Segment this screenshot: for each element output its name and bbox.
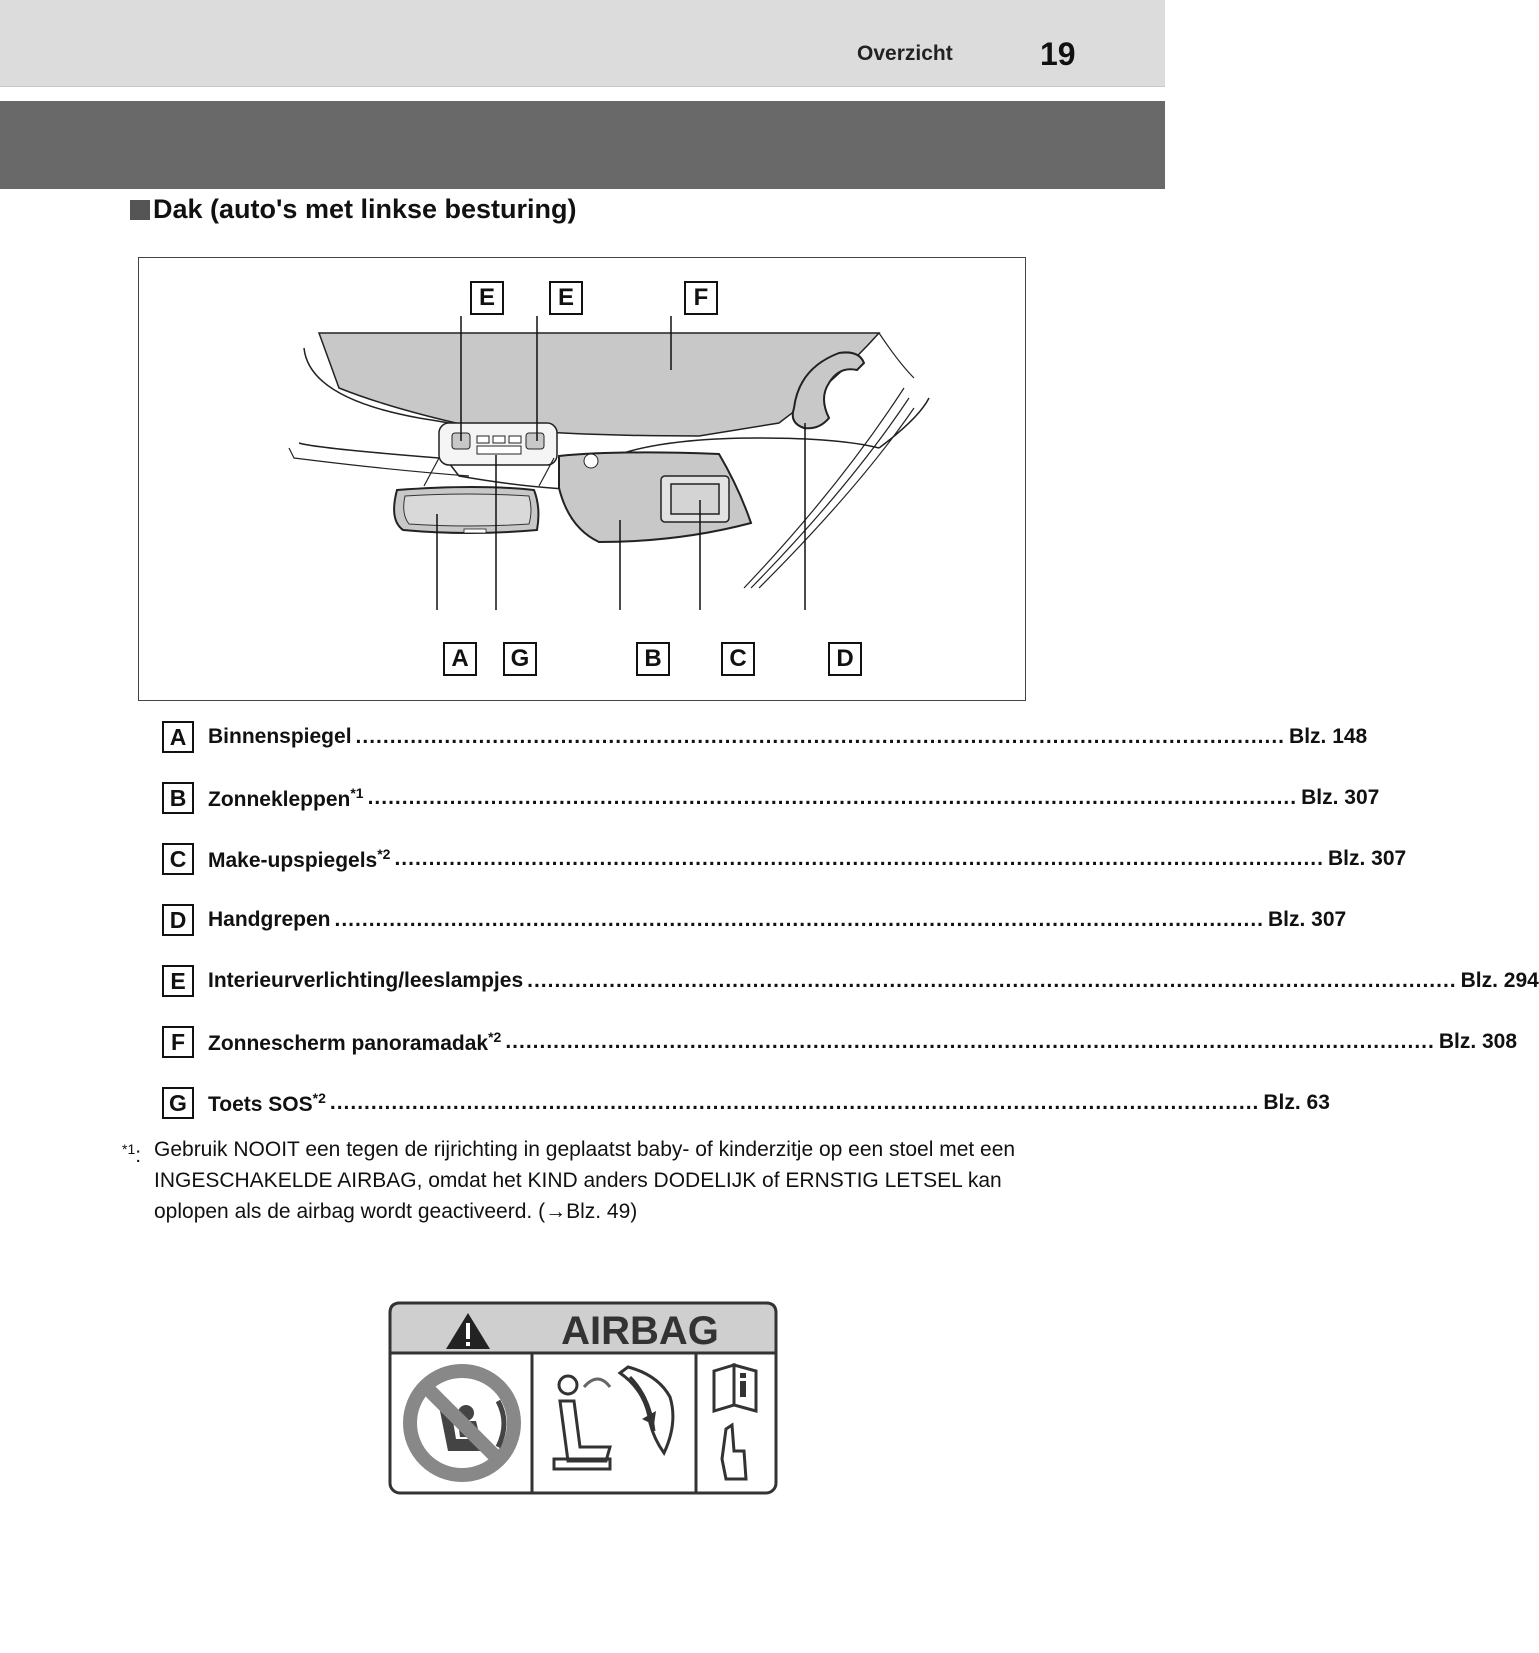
airbag-title: AIRBAG: [561, 1309, 719, 1353]
legend-item-g: G Toets SOS$^{*2}$ ........................................................................................................................................ Blz. 63: [162, 1086, 1002, 1120]
title-band: [0, 101, 1165, 189]
legend-label: Handgrepen: [208, 908, 331, 931]
square-bullet-icon: [130, 200, 150, 220]
legend-label: Zonnescherm panoramadak: [208, 1031, 489, 1055]
legend-item-b: B Zonnekleppen$^{*1}$ ........................................................................................................................................ Blz. 307: [162, 781, 1002, 815]
legend-item-e: E Interieurverlichting/leeslampjes ........................................................................................................................................ Blz. 294: [162, 964, 1002, 998]
footnote-ref: *1: [350, 784, 364, 801]
legend-letter: G: [162, 1087, 194, 1119]
legend-page-ref: Blz. 307: [1301, 786, 1380, 809]
callout-f: F: [684, 281, 718, 315]
footnote-ref: *2: [377, 845, 391, 862]
legend-item-c: C Make-upspiegels$^{*2}$ ........................................................................................................................................ Blz. 307: [162, 842, 1002, 876]
legend-page-ref: Blz. 63: [1263, 1091, 1330, 1114]
footnote-ref: *2: [488, 1028, 502, 1045]
legend-label: Interieurverlichting/leeslampjes: [208, 969, 524, 992]
callout-c: C: [721, 642, 755, 676]
callout-a: A: [443, 642, 477, 676]
legend-item-f: F Zonnescherm panoramadak$^{*2}$ ........................................................................................................................................ Blz. 308: [162, 1025, 1002, 1059]
legend-label: Make-upspiegels: [208, 848, 378, 872]
legend-letter: A: [162, 721, 194, 753]
section-title: Overzicht: [857, 42, 953, 65]
airbag-label-drawing: [388, 1301, 778, 1495]
legend-page-ref: Blz. 307: [1327, 847, 1407, 870]
footnote: [122, 1134, 1042, 1227]
section-heading: [130, 194, 577, 225]
heading-text: Dak (auto's met linkse besturing): [153, 194, 577, 224]
header-band: [0, 0, 1165, 87]
callout-e-left: E: [470, 281, 504, 315]
airbag-warning-label: [388, 1301, 778, 1495]
callout-g: G: [503, 642, 537, 676]
roof-illustration: [138, 257, 1026, 701]
legend-label: Zonnekleppen: [208, 787, 351, 811]
legend-page-ref: Blz. 308: [1438, 1030, 1518, 1053]
legend-letter: C: [162, 843, 194, 875]
footnote-ref: *2: [312, 1089, 326, 1106]
roof-drawing: [139, 258, 1025, 700]
legend-letter: E: [162, 965, 194, 997]
callout-d: D: [828, 642, 862, 676]
legend-letter: B: [162, 782, 194, 814]
legend-page-ref: Blz. 148: [1289, 725, 1368, 748]
reading-lamp-right: [526, 433, 544, 449]
page-number: 19: [1040, 36, 1076, 72]
callout-b: B: [636, 642, 670, 676]
legend-item-d: D Handgrepen ........................................................................................................................................ Blz. 307: [162, 903, 1002, 937]
footnote-separator: :: [135, 1144, 142, 1167]
legend-letter: F: [162, 1026, 194, 1058]
callout-e-right: E: [549, 281, 583, 315]
legend-item-a: A Binnenspiegel ........................................................................................................................................ Blz. 148: [162, 720, 1002, 754]
legend-letter: D: [162, 904, 194, 936]
legend-label: Binnenspiegel: [208, 725, 352, 748]
legend-page-ref: Blz. 307: [1268, 908, 1347, 931]
legend-page-ref: Blz. 294: [1460, 969, 1539, 992]
footnote-text: Gebruik NOOIT een tegen de rijrichting in geplaatst baby- of kinderzitje op een stoel met een INGESCHAKELDE AIRBAG, omdat het KIND anders DODELIJK of ERNSTIG LETSEL kan oplopen als de airbag wordt geactiveerd. (→Blz. 49): [154, 1138, 1016, 1223]
legend-label: Toets SOS: [208, 1092, 313, 1116]
footnote-marker: *1: [122, 1141, 136, 1157]
